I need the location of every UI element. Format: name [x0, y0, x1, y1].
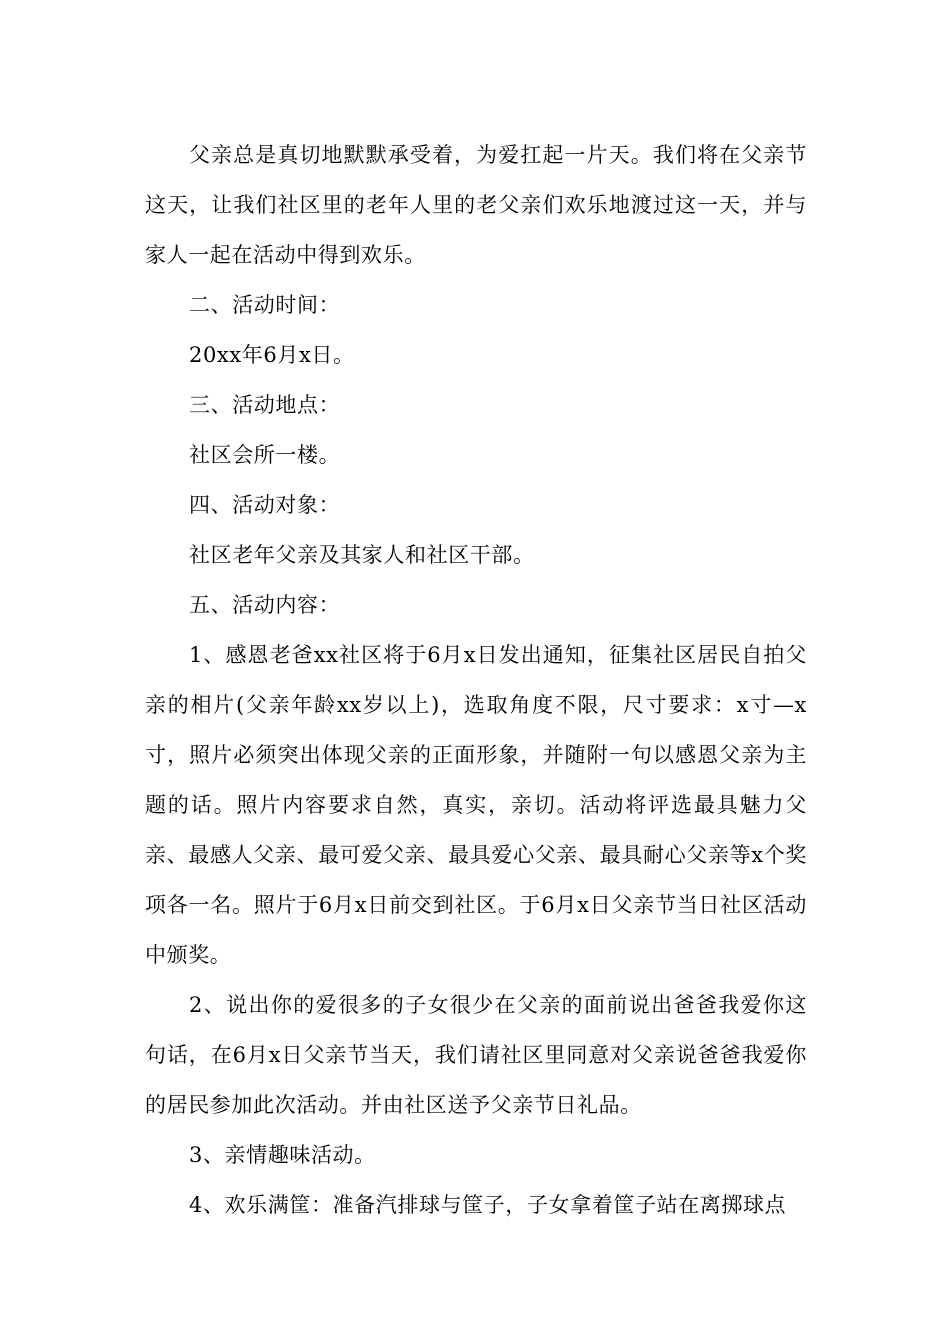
content-item-3: 3、亲情趣味活动。	[189, 1143, 376, 1167]
activity-time-text: 20xx年6月x日。	[189, 343, 355, 367]
section-heading-content: 五、活动内容：	[189, 593, 341, 617]
activity-audience-text: 社区老年父亲及其家人和社区干部。	[189, 543, 535, 567]
content-item-2: 2、说出你的爱很多的子女很少在父亲的面前说出爸爸我爱你这句话，在6月x日父亲节当天，我们请社区里同意对父亲说爸爸我爱你的居民参加此次活动。并由社区送予父亲节日礼品。	[145, 993, 807, 1117]
content-item-1: 1、感恩老爸xx社区将于6月x日发出通知，征集社区居民自拍父亲的相片(父亲年龄xx岁以上)，选取角度不限，尺寸要求：x寸—x寸，照片必须突出体现父亲的正面形象，并随附一句以感恩父亲为主题的话。照片内容要求自然，真实，亲切。活动将评选最具魅力父亲、最感人父亲、最可爱父亲、最具爱心父亲、最具耐心父亲等x个奖项各一名。照片于6月x日前交到社区。于6月x日父亲节当日社区活动中颁奖。	[145, 643, 807, 967]
section-heading-time: 二、活动时间：	[189, 293, 341, 317]
intro-paragraph: 父亲总是真切地默默承受着，为爱扛起一片天。我们将在父亲节这天，让我们社区里的老年人里的老父亲们欢乐地渡过这一天，并与家人一起在活动中得到欢乐。	[145, 143, 807, 267]
section-heading-audience: 四、活动对象：	[189, 493, 341, 517]
document-page	[145, 130, 807, 1230]
activity-location-text: 社区会所一楼。	[189, 443, 341, 467]
section-heading-location: 三、活动地点：	[189, 393, 341, 417]
content-item-4: 4、欢乐满筐：准备汽排球与筐子，子女拿着筐子站在离掷球点	[189, 1193, 787, 1217]
